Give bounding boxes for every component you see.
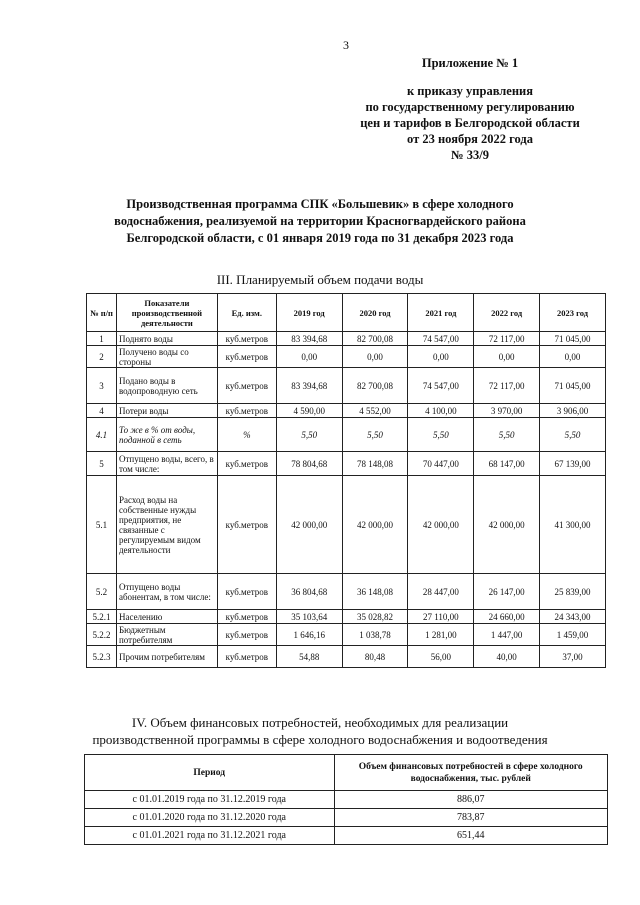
row-unit: куб.метров bbox=[217, 368, 276, 404]
table-row bbox=[85, 791, 608, 809]
row-value: 0,00 bbox=[540, 346, 606, 368]
row-value: 1 447,00 bbox=[474, 624, 540, 646]
row-number: 4.1 bbox=[87, 418, 117, 452]
row-value: 71 045,00 bbox=[540, 332, 606, 346]
row-value: 42 000,00 bbox=[474, 476, 540, 574]
title-line: Белгородской области, с 01 января 2019 года по 31 декабря 2023 года bbox=[126, 231, 514, 245]
table-row bbox=[87, 574, 606, 610]
section4-title bbox=[40, 714, 600, 748]
table-row bbox=[87, 452, 606, 476]
row-unit: куб.метров bbox=[217, 452, 276, 476]
table-header-row bbox=[85, 755, 608, 791]
header-cell: 2021 год bbox=[408, 294, 474, 332]
row-unit: куб.метров bbox=[217, 624, 276, 646]
row-value: 71 045,00 bbox=[540, 368, 606, 404]
table-row bbox=[85, 809, 608, 827]
row-unit: куб.метров bbox=[217, 610, 276, 624]
water-supply-table bbox=[86, 293, 606, 668]
row-value: 27 110,00 bbox=[408, 610, 474, 624]
header-cell: № п/п bbox=[87, 294, 117, 332]
row-indicator: Потери воды bbox=[116, 404, 217, 418]
row-value: 78 804,68 bbox=[276, 452, 342, 476]
row-unit: куб.метров bbox=[217, 574, 276, 610]
value-cell: 783,87 bbox=[334, 809, 608, 827]
page-number: 3 bbox=[343, 38, 349, 52]
row-value: 3 970,00 bbox=[474, 404, 540, 418]
table-row bbox=[87, 624, 606, 646]
row-value: 5,50 bbox=[276, 418, 342, 452]
title-line: Производственная программа СПК «Большевик» в сфере холодного bbox=[126, 197, 514, 211]
row-value: 36 804,68 bbox=[276, 574, 342, 610]
row-value: 3 906,00 bbox=[540, 404, 606, 418]
row-indicator: То же в % от воды, поданной в сеть bbox=[116, 418, 217, 452]
row-value: 37,00 bbox=[540, 646, 606, 668]
row-value: 74 547,00 bbox=[408, 368, 474, 404]
row-value: 0,00 bbox=[276, 346, 342, 368]
annex-line: к приказу управления bbox=[406, 84, 534, 98]
row-value: 0,00 bbox=[474, 346, 540, 368]
row-indicator: Поднято воды bbox=[116, 332, 217, 346]
row-number: 5.2 bbox=[87, 574, 117, 610]
annex-line: от 23 ноября 2022 года bbox=[407, 132, 533, 146]
row-value: 80,48 bbox=[342, 646, 408, 668]
table-row bbox=[87, 404, 606, 418]
table-row bbox=[87, 346, 606, 368]
row-unit: куб.метров bbox=[217, 346, 276, 368]
row-number: 5.1 bbox=[87, 476, 117, 574]
row-value: 1 281,00 bbox=[408, 624, 474, 646]
row-value: 5,50 bbox=[342, 418, 408, 452]
annex-block bbox=[340, 55, 600, 163]
row-value: 1 646,16 bbox=[276, 624, 342, 646]
row-value: 4 552,00 bbox=[342, 404, 408, 418]
row-number: 5 bbox=[87, 452, 117, 476]
row-value: 35 028,82 bbox=[342, 610, 408, 624]
table-row bbox=[85, 827, 608, 845]
row-number: 2 bbox=[87, 346, 117, 368]
row-value: 1 459,00 bbox=[540, 624, 606, 646]
period-cell: с 01.01.2021 года по 31.12.2021 года bbox=[85, 827, 335, 845]
row-number: 3 bbox=[87, 368, 117, 404]
row-indicator: Бюджетным потребителям bbox=[116, 624, 217, 646]
document-title bbox=[40, 196, 600, 247]
header-cell: 2022 год bbox=[474, 294, 540, 332]
row-value: 5,50 bbox=[408, 418, 474, 452]
annex-line: по государственному регулированию bbox=[365, 100, 575, 114]
row-value: 42 000,00 bbox=[342, 476, 408, 574]
row-indicator: Отпущено воды абонентам, в том числе: bbox=[116, 574, 217, 610]
row-value: 67 139,00 bbox=[540, 452, 606, 476]
row-indicator: Получено воды со стороны bbox=[116, 346, 217, 368]
row-value: 72 117,00 bbox=[474, 368, 540, 404]
row-value: 0,00 bbox=[342, 346, 408, 368]
header-cell: 2023 год bbox=[540, 294, 606, 332]
title-line: водоснабжения, реализуемой на территории Красногвардейского района bbox=[114, 214, 526, 228]
row-value: 4 100,00 bbox=[408, 404, 474, 418]
row-number: 5.2.3 bbox=[87, 646, 117, 668]
row-value: 42 000,00 bbox=[408, 476, 474, 574]
row-value: 35 103,64 bbox=[276, 610, 342, 624]
row-indicator: Подано воды в водопроводную сеть bbox=[116, 368, 217, 404]
row-value: 0,00 bbox=[408, 346, 474, 368]
row-unit: куб.метров bbox=[217, 476, 276, 574]
row-indicator: Населению bbox=[116, 610, 217, 624]
annex-line: цен и тарифов в Белгородской области bbox=[360, 116, 580, 130]
row-unit: куб.метров bbox=[217, 332, 276, 346]
row-number: 4 bbox=[87, 404, 117, 418]
row-value: 4 590,00 bbox=[276, 404, 342, 418]
row-value: 82 700,08 bbox=[342, 368, 408, 404]
row-value: 82 700,08 bbox=[342, 332, 408, 346]
title-line: IV. Объем финансовых потребностей, необходимых для реализации bbox=[131, 715, 509, 730]
header-cell: 2019 год bbox=[276, 294, 342, 332]
row-value: 83 394,68 bbox=[276, 368, 342, 404]
row-value: 5,50 bbox=[540, 418, 606, 452]
row-value: 42 000,00 bbox=[276, 476, 342, 574]
value-cell: 651,44 bbox=[334, 827, 608, 845]
row-unit: куб.метров bbox=[217, 646, 276, 668]
row-value: 83 394,68 bbox=[276, 332, 342, 346]
table-row bbox=[87, 610, 606, 624]
row-indicator: Расход воды на собственные нужды предприятия, не связанные с регулируемым видом деятельности bbox=[116, 476, 217, 574]
row-value: 26 147,00 bbox=[474, 574, 540, 610]
row-number: 5.2.1 bbox=[87, 610, 117, 624]
annex-line: № 33/9 bbox=[451, 148, 489, 162]
financial-needs-table bbox=[84, 754, 608, 845]
row-value: 74 547,00 bbox=[408, 332, 474, 346]
header-cell: Показатели производственной деятельности bbox=[116, 294, 217, 332]
header-cell: Ед. изм. bbox=[217, 294, 276, 332]
row-number: 1 bbox=[87, 332, 117, 346]
row-unit: куб.метров bbox=[217, 404, 276, 418]
table-row bbox=[87, 368, 606, 404]
title-line: производственной программы в сфере холодного водоснабжения и водоотведения bbox=[92, 732, 548, 747]
header-cell: 2020 год bbox=[342, 294, 408, 332]
row-indicator: Прочим потребителям bbox=[116, 646, 217, 668]
row-value: 56,00 bbox=[408, 646, 474, 668]
row-value: 72 117,00 bbox=[474, 332, 540, 346]
row-value: 25 839,00 bbox=[540, 574, 606, 610]
period-cell: с 01.01.2020 года по 31.12.2020 года bbox=[85, 809, 335, 827]
row-value: 36 148,08 bbox=[342, 574, 408, 610]
row-value: 70 447,00 bbox=[408, 452, 474, 476]
section3-title: III. Планируемый объем подачи воды bbox=[216, 272, 424, 287]
header-cell: Объем финансовых потребностей в сфере холодного водоснабжения, тыс. рублей bbox=[334, 755, 608, 791]
row-unit: % bbox=[217, 418, 276, 452]
table-row bbox=[87, 332, 606, 346]
row-value: 1 038,78 bbox=[342, 624, 408, 646]
row-value: 24 343,00 bbox=[540, 610, 606, 624]
table-row bbox=[87, 476, 606, 574]
header-cell: Период bbox=[85, 755, 335, 791]
row-value: 68 147,00 bbox=[474, 452, 540, 476]
period-cell: с 01.01.2019 года по 31.12.2019 года bbox=[85, 791, 335, 809]
row-value: 78 148,08 bbox=[342, 452, 408, 476]
table-row bbox=[87, 646, 606, 668]
row-value: 54,88 bbox=[276, 646, 342, 668]
row-value: 28 447,00 bbox=[408, 574, 474, 610]
row-indicator: Отпущено воды, всего, в том числе: bbox=[116, 452, 217, 476]
annex-title: Приложение № 1 bbox=[421, 56, 519, 70]
row-value: 41 300,00 bbox=[540, 476, 606, 574]
row-number: 5.2.2 bbox=[87, 624, 117, 646]
row-value: 40,00 bbox=[474, 646, 540, 668]
table-row bbox=[87, 418, 606, 452]
value-cell: 886,07 bbox=[334, 791, 608, 809]
table-header-row bbox=[87, 294, 606, 332]
row-value: 24 660,00 bbox=[474, 610, 540, 624]
row-value: 5,50 bbox=[474, 418, 540, 452]
